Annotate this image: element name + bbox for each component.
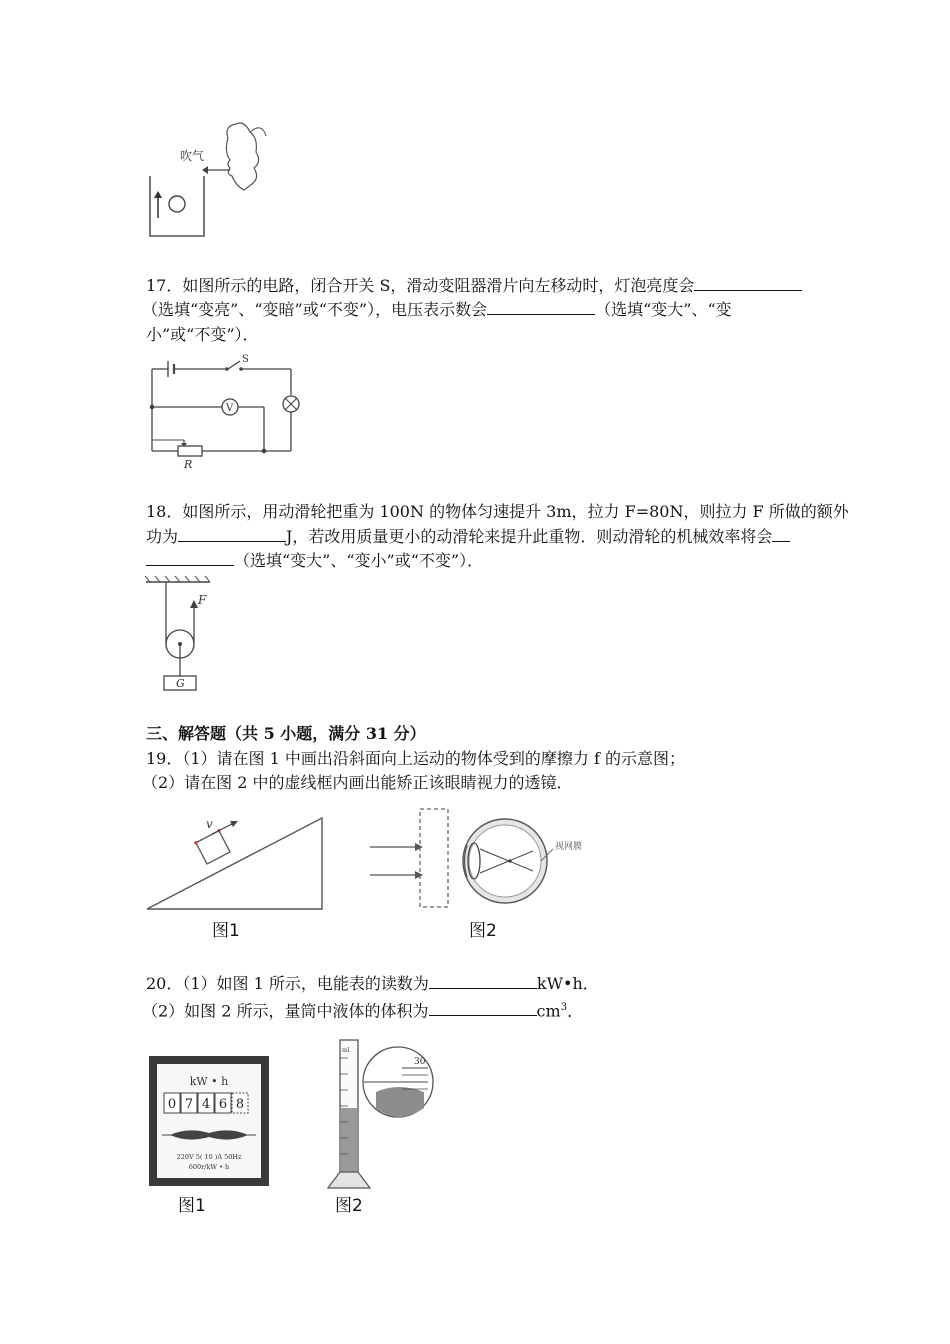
q18-force-label: F <box>198 593 207 607</box>
q19-fig2-caption: 图2 <box>469 921 497 941</box>
q19-text-2: （2）请在图 2 中的虚线框内画出能矫正该眼睛视力的透镜． <box>142 773 573 792</box>
q19-fig1-caption: 图1 <box>212 921 240 941</box>
q18-blank-efficiency[interactable] <box>146 551 234 566</box>
q20-energy-meter <box>148 1055 270 1187</box>
q18-blank-extra-work[interactable] <box>178 527 286 542</box>
q20-meter-unit: kW • h <box>189 1075 229 1088</box>
q20-meter-digit-1: 0 <box>167 1097 177 1112</box>
q20-meter-digit-5: 8 <box>235 1097 245 1112</box>
q20-cylinder-unit: ml <box>342 1047 350 1054</box>
q20-line2 <box>142 998 583 1021</box>
q19-incline-figure <box>140 812 330 914</box>
q17-circuit-diagram <box>140 352 310 470</box>
q17-text-2b: （选填“变大”、“变 <box>595 300 732 319</box>
q18-pulley-diagram <box>140 572 230 694</box>
q20-text-1a: 20．（1）如图 1 所示，电能表的读数为 <box>146 974 429 993</box>
q20-unit-sup: 3 <box>560 1002 568 1013</box>
q20-text-2end: ． <box>567 1001 584 1021</box>
blow-air-figure <box>140 118 270 243</box>
q17-text-2a: （选填“变亮”、“变暗”或“不变”），电压表示数会 <box>142 300 488 319</box>
q17-rheostat-label: R <box>184 458 193 470</box>
q20-meter-spec-2: 600r/kW • h <box>188 1163 230 1171</box>
q18-line1 <box>146 502 849 522</box>
q19-velocity-label: v <box>206 817 213 831</box>
blow-label: 吹气 <box>180 149 205 163</box>
q17-line2 <box>142 300 732 320</box>
q18-weight-label: G <box>176 677 185 690</box>
q19-line2 <box>142 773 573 793</box>
q20-meter-spec-1: 220V 5( 10 )A 50Hz <box>176 1153 242 1161</box>
q18-line3 <box>146 551 483 571</box>
q18-blank-efficiency-start[interactable] <box>772 527 790 542</box>
q20-blank-volume[interactable] <box>429 1001 537 1016</box>
q20-text-1b: kW•h． <box>536 974 599 993</box>
q20-line1 <box>146 974 599 994</box>
q17-switch-label: S <box>242 354 249 365</box>
q20-cylinder-figure <box>318 1030 438 1190</box>
q17-line3 <box>146 325 259 345</box>
q20-cylinder-scale: 30 <box>414 1057 426 1067</box>
q17-blank-voltmeter[interactable] <box>487 300 595 315</box>
q17-blank-brightness[interactable] <box>694 276 802 291</box>
q19-line1 <box>146 749 685 769</box>
q17-text-3: 小”或“不变”）． <box>146 325 259 344</box>
q20-blank-energy-reading[interactable] <box>429 974 537 989</box>
q20-fig2-caption: 图2 <box>335 1196 363 1216</box>
q18-text-1: 18．如图所示，用动滑轮把重为 100N 的物体匀速提升 3m，拉力 F=80N，则拉力 F 所做的额外 <box>146 502 849 521</box>
q17-voltmeter-label: V <box>226 403 234 414</box>
section3-title: 三、解答题（共 5 小题，满分 31 分） <box>146 724 426 743</box>
q20-text-2b: cm <box>536 1001 561 1021</box>
q19-eye-figure <box>365 805 605 913</box>
q19-retina-label: 视网膜 <box>555 842 583 852</box>
q18-text-3: （选填“变大”、“变小”或“不变”）． <box>234 551 484 570</box>
q18-text-2a: 功为 <box>146 527 179 546</box>
q20-text-2a: （2）如图 2 所示，量筒中液体的体积为 <box>142 1001 429 1021</box>
q20-meter-digit-4: 6 <box>218 1097 228 1112</box>
q17-line1 <box>146 276 802 296</box>
q19-text-1: 19．（1）请在图 1 中画出沿斜面向上运动的物体受到的摩擦力 f 的示意图； <box>146 749 685 768</box>
q18-line2 <box>146 527 790 547</box>
q18-text-2b: J，若改用质量更小的动滑轮来提升此重物．则动滑轮的机械效率将会 <box>286 527 773 546</box>
q17-text-1: 17．如图所示的电路，闭合开关 S，滑动变阻器滑片向左移动时，灯泡亮度会 <box>146 276 695 295</box>
q20-fig1-caption: 图1 <box>178 1196 206 1216</box>
q20-meter-digit-3: 4 <box>201 1097 211 1112</box>
q20-meter-digit-2: 7 <box>184 1097 194 1112</box>
